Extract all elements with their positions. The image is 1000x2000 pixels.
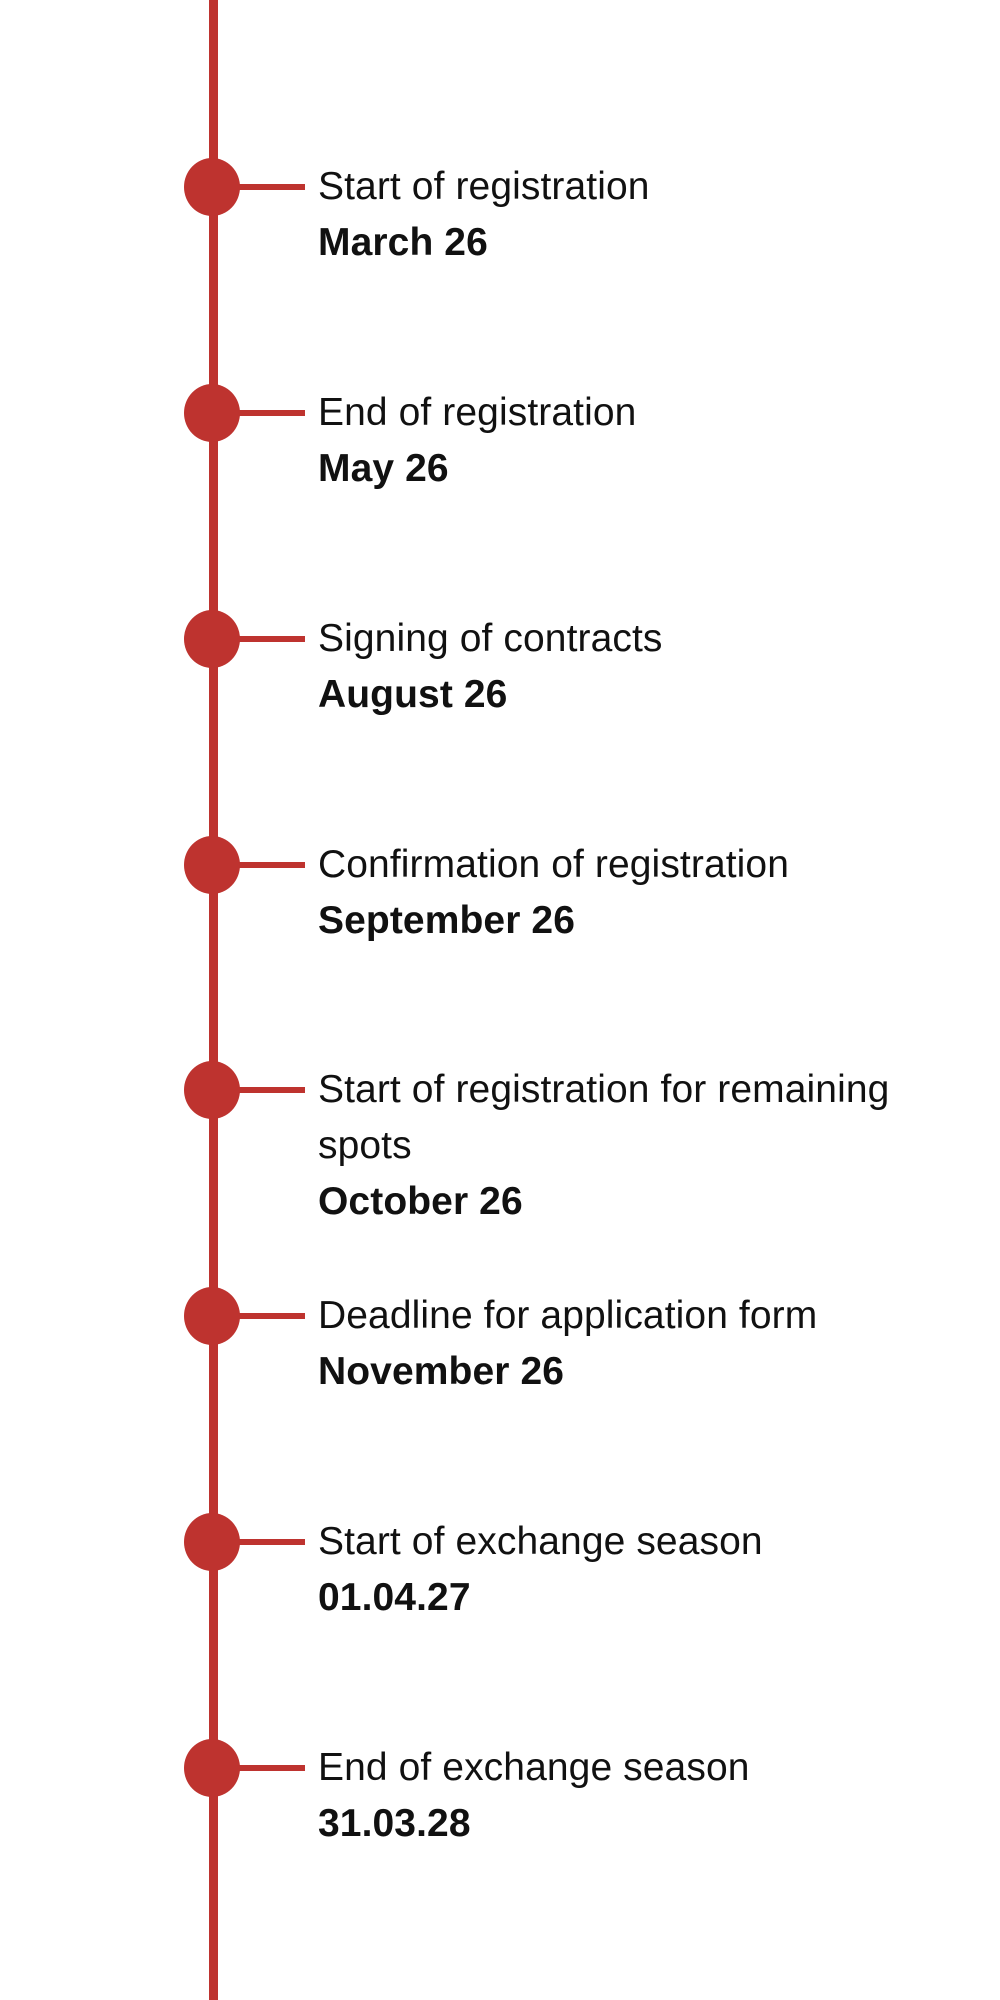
connector-line [239,636,305,642]
event-title: Start of registration [318,165,650,208]
timeline-dot-icon [184,1739,240,1797]
timeline-dot-icon [184,610,240,668]
event-title: Confirmation of registration [318,843,790,886]
event-title: Deadline for application form [318,1294,818,1337]
event-date: 31.03.28 [318,1802,471,1845]
event-text [318,159,928,271]
event-text [318,837,928,949]
event-text [318,1740,928,1852]
timeline-axis-line [209,0,218,2000]
connector-line [239,1765,305,1771]
event-date: August 26 [318,673,508,716]
event-text [318,611,928,723]
event-text [318,1288,928,1400]
connector-line [239,1313,305,1319]
timeline-dot-icon [184,1061,240,1119]
event-date: March 26 [318,221,488,264]
event-title: End of exchange season [318,1746,750,1789]
timeline-dot-icon [184,836,240,894]
timeline-dot-icon [184,158,240,216]
connector-line [239,862,305,868]
timeline-dot-icon [184,1287,240,1345]
event-title: Start of exchange season [318,1520,763,1563]
event-date: May 26 [318,447,449,490]
event-date: October 26 [318,1180,523,1223]
event-text [318,1062,928,1230]
connector-line [239,1087,305,1093]
connector-line [239,410,305,416]
event-text [318,1514,928,1626]
connector-line [239,1539,305,1545]
connector-line [239,184,305,190]
event-title: Signing of contracts [318,617,663,660]
event-title: Start of registration for remaining spots [318,1068,890,1167]
timeline-dot-icon [184,384,240,442]
event-date: September 26 [318,899,575,942]
timeline-dot-icon [184,1513,240,1571]
event-date: 01.04.27 [318,1576,471,1619]
event-date: November 26 [318,1350,565,1393]
event-title: End of registration [318,391,637,434]
event-text [318,385,928,497]
